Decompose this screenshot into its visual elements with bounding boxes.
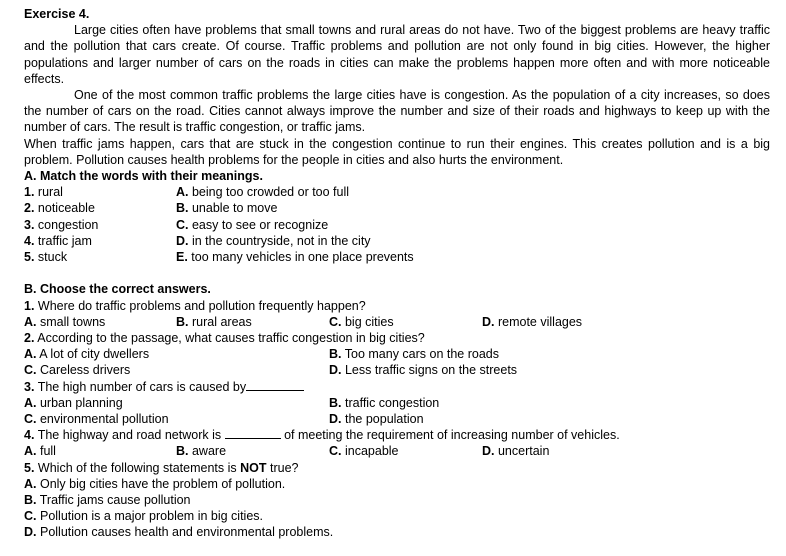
question-3-options-row-1: [24, 395, 770, 411]
question-3: 3. The high number of cars is caused by: [24, 379, 770, 395]
option-d[interactable]: D. uncertain: [482, 444, 550, 459]
section-a-heading: A. Match the words with their meanings.: [24, 169, 263, 184]
meaning-item: E. too many vehicles in one place prevents: [176, 250, 414, 265]
question-3-options-row-2: [24, 411, 770, 427]
option-a[interactable]: A. A lot of city dwellers: [24, 347, 150, 362]
option-c[interactable]: C. Careless drivers: [24, 363, 131, 378]
meaning-item: A. being too crowded or too full: [176, 185, 350, 200]
question-4-options: [24, 443, 770, 459]
option-b[interactable]: B. aware: [176, 444, 227, 459]
answer-blank[interactable]: [225, 427, 281, 439]
option-c[interactable]: C. Pollution is a major problem in big cities.: [24, 509, 264, 524]
word-item: 1. rural: [24, 185, 63, 200]
option-b[interactable]: B. Traffic jams cause pollution: [24, 492, 191, 507]
word-item: 5. stuck: [24, 250, 68, 265]
word-item: 4. traffic jam: [24, 233, 92, 248]
meaning-item: D. in the countryside, not in the city: [176, 233, 371, 248]
meaning-item: C. easy to see or recognize: [176, 217, 329, 232]
question-1-options: [24, 314, 770, 330]
matching-table: [24, 184, 770, 265]
option-c[interactable]: C. big cities: [329, 314, 394, 329]
exercise-title: Exercise 4.: [24, 7, 90, 21]
question-1: 1. Where do traffic problems and pollution frequently happen?: [24, 298, 366, 313]
option-a[interactable]: A. Only big cities have the problem of pollution.: [24, 476, 286, 491]
word-item: 2. noticeable: [24, 201, 95, 216]
option-a[interactable]: A. full: [24, 444, 56, 459]
passage-paragraph-2: One of the most common traffic problems the large cities have is congestion. As the population of a city increases, so does the number of cars on the road. Cities cannot always improve the number and size of their roads and highways to keep up with the number of cars. The result is traffic congestion, or traffic jams.: [24, 88, 770, 135]
option-d[interactable]: D. Less traffic signs on the streets: [329, 363, 518, 378]
option-a[interactable]: A. small towns: [24, 314, 106, 329]
word-item: 3. congestion: [24, 217, 99, 232]
option-b[interactable]: B. rural areas: [176, 314, 252, 329]
option-c[interactable]: C. environmental pollution: [24, 412, 169, 426]
question-2-options-row-2: [24, 362, 770, 378]
question-2-options-row-1: [24, 346, 770, 362]
option-b[interactable]: B. traffic congestion: [329, 395, 440, 410]
passage-paragraph-1: Large cities often have problems that small towns and rural areas do not have. Two of the biggest problems are heavy traffic and the pollution that cars create. Of course. Traffic problems and pollution are not only found in big cities. However, the higher populations and larger number of cars on the roads in cities can make the problems happen more often and with more noticeable effects.: [24, 23, 770, 86]
meaning-item: B. unable to move: [176, 201, 278, 216]
question-4: 4. The highway and road network is of meeting the requirement of increasing number of vehicles.: [24, 428, 620, 443]
option-d[interactable]: D. the population: [329, 412, 424, 426]
section-b-heading: B. Choose the correct answers.: [24, 282, 211, 297]
option-c[interactable]: C. incapable: [329, 444, 399, 459]
option-b[interactable]: B. Too many cars on the roads: [329, 347, 499, 362]
question-2: 2. According to the passage, what causes traffic congestion in big cities?: [24, 331, 425, 346]
option-d[interactable]: D. Pollution causes health and environmental problems.: [24, 525, 334, 540]
answer-blank[interactable]: [246, 379, 304, 391]
question-5: 5. Which of the following statements is NOT true?: [24, 460, 299, 475]
section-spacer: [24, 265, 770, 281]
option-a[interactable]: A. urban planning: [24, 395, 123, 410]
option-d[interactable]: D. remote villages: [482, 314, 583, 329]
passage-paragraph-3: When traffic jams happen, cars that are stuck in the congestion continue to run their engines. This creates pollution and is a big problem. Pollution causes health problems for the people in cities and also hurts the environment.: [24, 136, 770, 167]
